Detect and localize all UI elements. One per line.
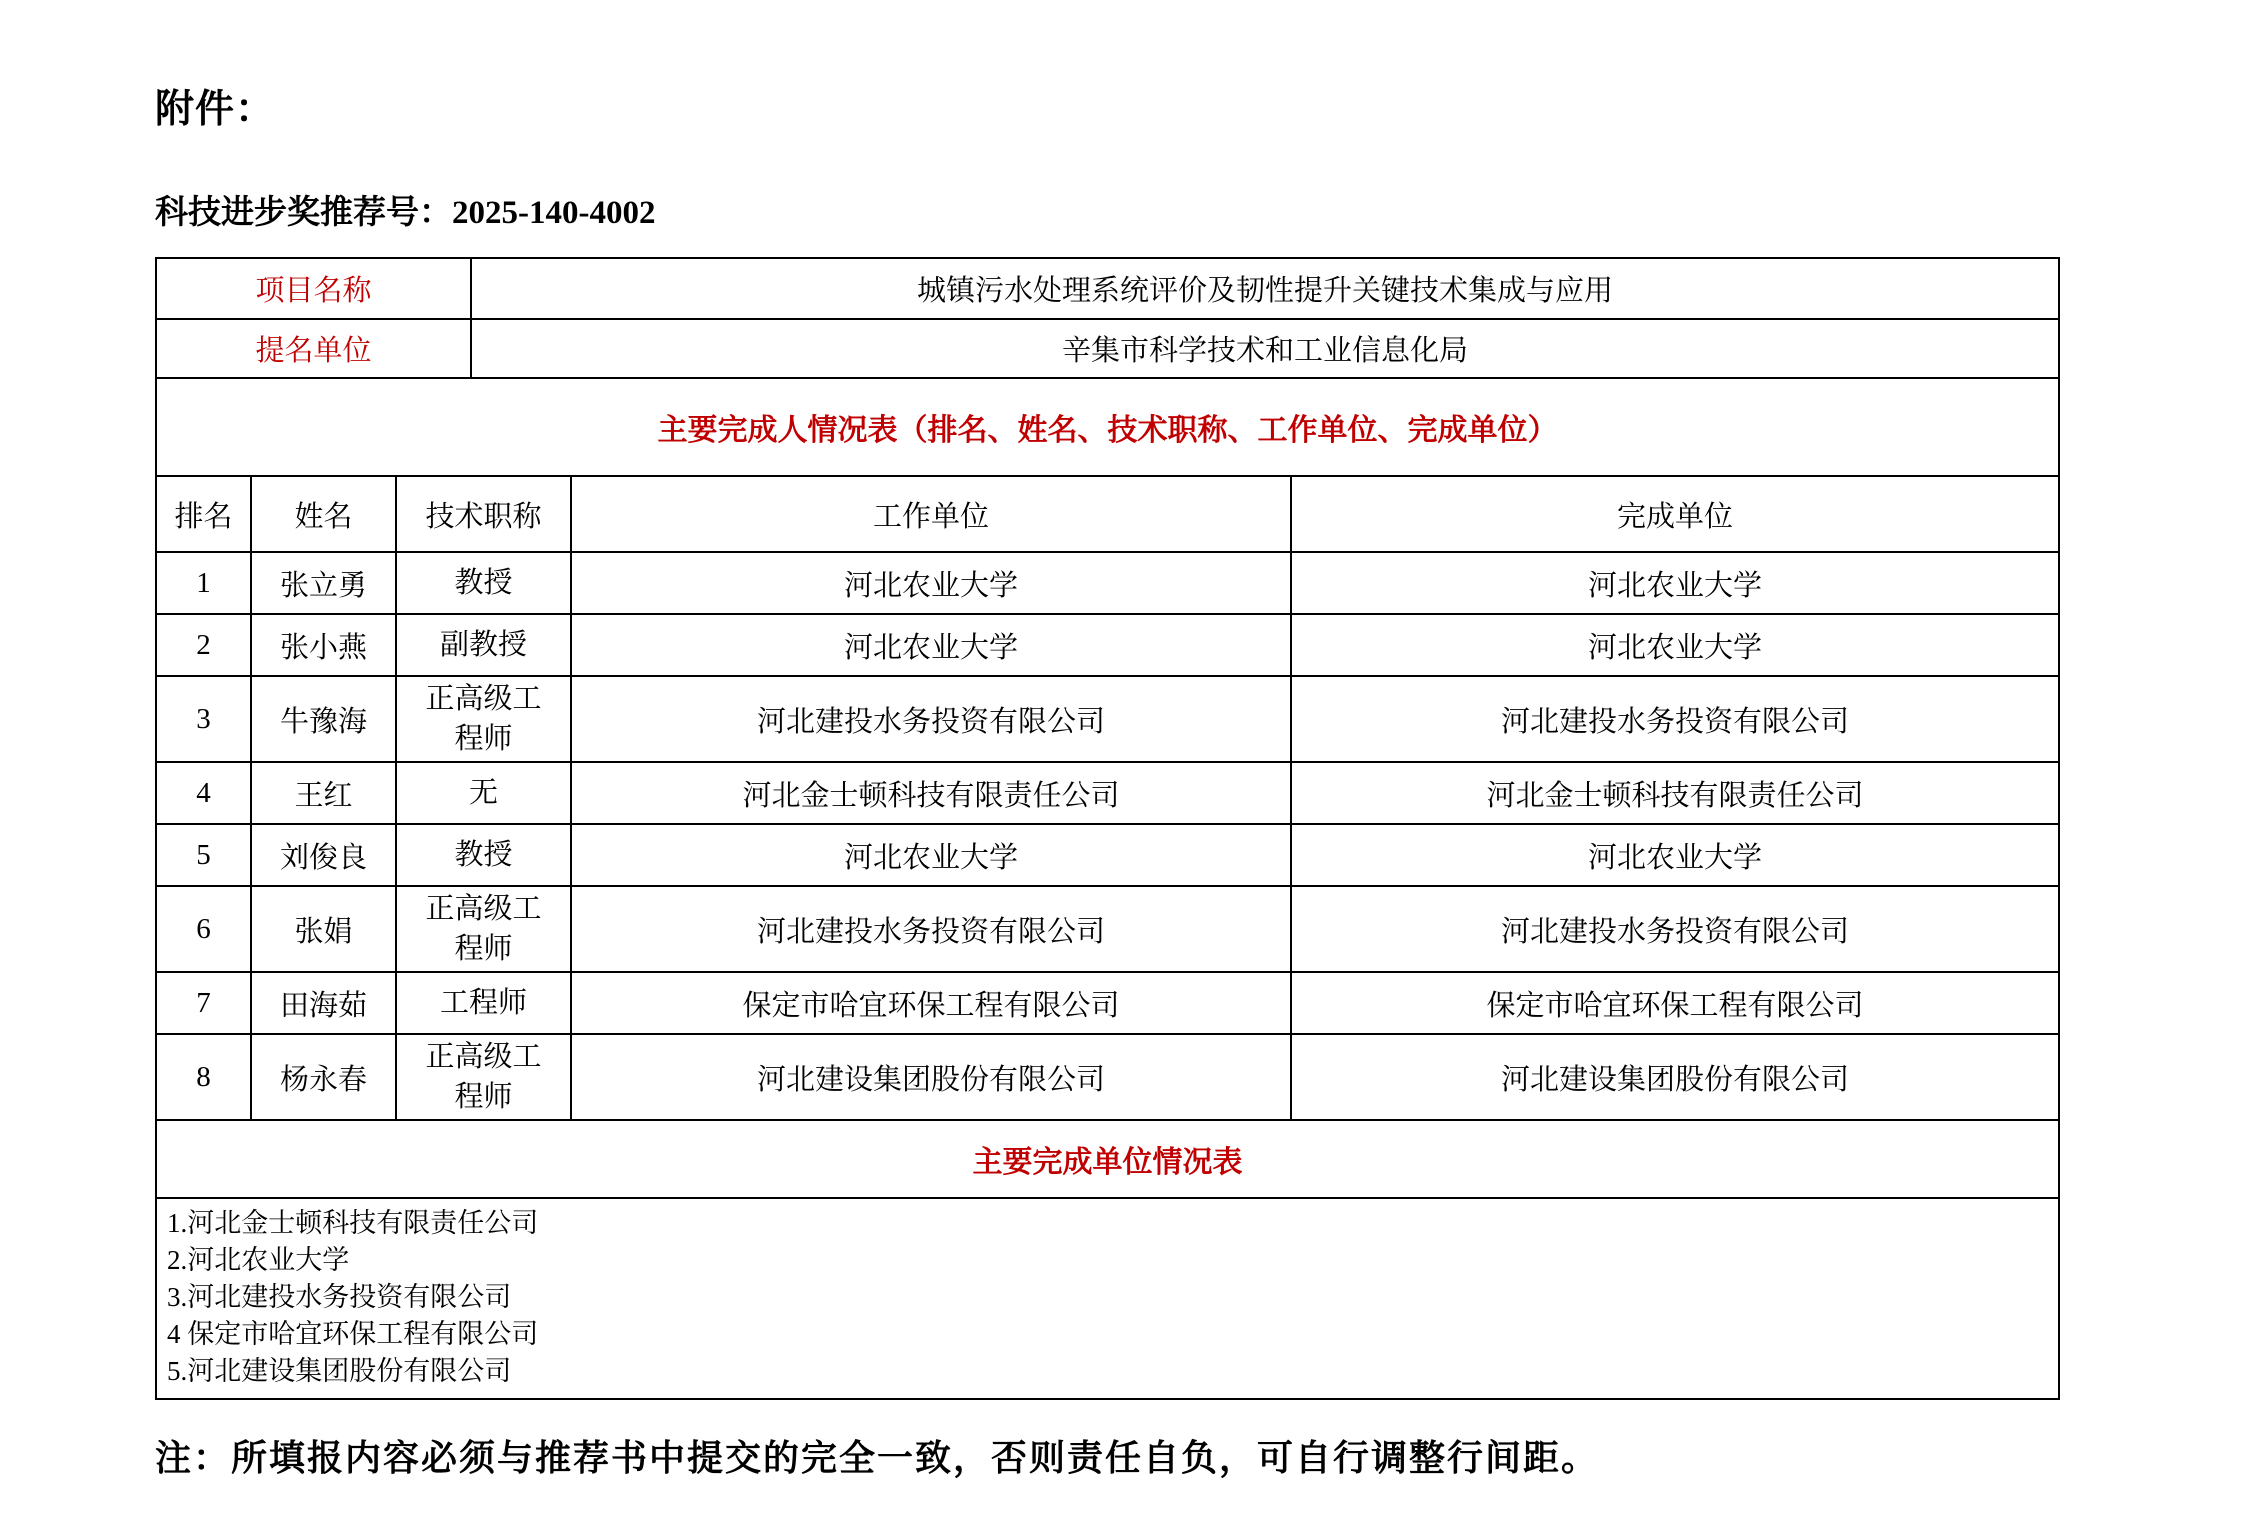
list-item: 2.河北农业大学 xyxy=(167,1245,350,1275)
nominating-unit-label: 提名单位 xyxy=(156,319,471,378)
table-row xyxy=(156,552,2059,614)
table-row xyxy=(156,614,2059,676)
table-row xyxy=(156,972,2059,1034)
completers-header-row xyxy=(156,476,2059,552)
table-row xyxy=(156,762,2059,824)
list-item: 3.河北建投水务投资有限公司 xyxy=(167,1282,512,1312)
header-rank: 排名 xyxy=(156,476,251,552)
cell-title: 副教授 xyxy=(396,614,571,676)
nominating-unit-row xyxy=(156,319,2059,378)
footer-note: 注：所填报内容必须与推荐书中提交的完全一致，否则责任自负，可自行调整行间距。 xyxy=(155,1438,1600,1478)
header-title: 技术职称 xyxy=(396,476,571,552)
cell-work-unit: 河北农业大学 xyxy=(571,552,1291,614)
cell-work-unit: 河北农业大学 xyxy=(571,824,1291,886)
cell-title: 教授 xyxy=(396,824,571,886)
cell-rank: 1 xyxy=(156,552,251,614)
recommendation-number-value: 2025-140-4002 xyxy=(452,195,656,231)
table-row xyxy=(156,1034,2059,1120)
cell-name: 田海茹 xyxy=(251,972,396,1034)
cell-completion-unit: 河北农业大学 xyxy=(1291,824,2059,886)
table-row xyxy=(156,676,2059,762)
list-item: 1.河北金士顿科技有限责任公司 xyxy=(167,1208,539,1238)
cell-title: 教授 xyxy=(396,552,571,614)
cell-name: 张立勇 xyxy=(251,552,396,614)
cell-rank: 8 xyxy=(156,1034,251,1120)
cell-name: 张娟 xyxy=(251,886,396,972)
cell-title: 工程师 xyxy=(396,972,571,1034)
project-name-value: 城镇污水处理系统评价及韧性提升关键技术集成与应用 xyxy=(471,258,2059,319)
cell-work-unit: 河北金士顿科技有限责任公司 xyxy=(571,762,1291,824)
list-item: 4 保定市哈宜环保工程有限公司 xyxy=(167,1319,539,1349)
table-row xyxy=(156,824,2059,886)
nominating-unit-value: 辛集市科学技术和工业信息化局 xyxy=(471,319,2059,378)
cell-completion-unit: 河北金士顿科技有限责任公司 xyxy=(1291,762,2059,824)
cell-title: 无 xyxy=(396,762,571,824)
table-row xyxy=(156,886,2059,972)
project-name-row xyxy=(156,258,2059,319)
cell-completion-unit: 河北农业大学 xyxy=(1291,614,2059,676)
project-info-table xyxy=(155,257,2060,379)
cell-work-unit: 河北建投水务投资有限公司 xyxy=(571,886,1291,972)
completers-table-title: 主要完成人情况表（排名、姓名、技术职称、工作单位、完成单位） xyxy=(155,377,2060,477)
document-body xyxy=(155,0,2060,1481)
header-work-unit: 工作单位 xyxy=(571,476,1291,552)
attachment-label: 附件： xyxy=(155,88,276,131)
cell-completion-unit: 河北农业大学 xyxy=(1291,552,2059,614)
cell-rank: 7 xyxy=(156,972,251,1034)
cell-work-unit: 河北建设集团股份有限公司 xyxy=(571,1034,1291,1120)
completers-table xyxy=(155,475,2060,1121)
cell-completion-unit: 保定市哈宜环保工程有限公司 xyxy=(1291,972,2059,1034)
units-list-cell xyxy=(155,1197,2060,1400)
cell-rank: 6 xyxy=(156,886,251,972)
recommendation-number-line xyxy=(155,186,2060,233)
units-table-title: 主要完成单位情况表 xyxy=(155,1119,2060,1199)
cell-name: 张小燕 xyxy=(251,614,396,676)
cell-work-unit: 保定市哈宜环保工程有限公司 xyxy=(571,972,1291,1034)
cell-title: 正高级工程师 xyxy=(396,886,571,972)
cell-work-unit: 河北建投水务投资有限公司 xyxy=(571,676,1291,762)
cell-completion-unit: 河北建投水务投资有限公司 xyxy=(1291,676,2059,762)
cell-title: 正高级工程师 xyxy=(396,1034,571,1120)
cell-name: 杨永春 xyxy=(251,1034,396,1120)
cell-completion-unit: 河北建投水务投资有限公司 xyxy=(1291,886,2059,972)
header-completion-unit: 完成单位 xyxy=(1291,476,2059,552)
cell-work-unit: 河北农业大学 xyxy=(571,614,1291,676)
cell-rank: 2 xyxy=(156,614,251,676)
cell-completion-unit: 河北建设集团股份有限公司 xyxy=(1291,1034,2059,1120)
project-name-label: 项目名称 xyxy=(156,258,471,319)
cell-rank: 4 xyxy=(156,762,251,824)
cell-rank: 3 xyxy=(156,676,251,762)
cell-name: 王红 xyxy=(251,762,396,824)
list-item: 5.河北建设集团股份有限公司 xyxy=(167,1356,512,1386)
cell-rank: 5 xyxy=(156,824,251,886)
cell-title: 正高级工程师 xyxy=(396,676,571,762)
cell-name: 牛豫海 xyxy=(251,676,396,762)
recommendation-number-label: 科技进步奖推荐号： xyxy=(155,195,452,231)
header-name: 姓名 xyxy=(251,476,396,552)
cell-name: 刘俊良 xyxy=(251,824,396,886)
